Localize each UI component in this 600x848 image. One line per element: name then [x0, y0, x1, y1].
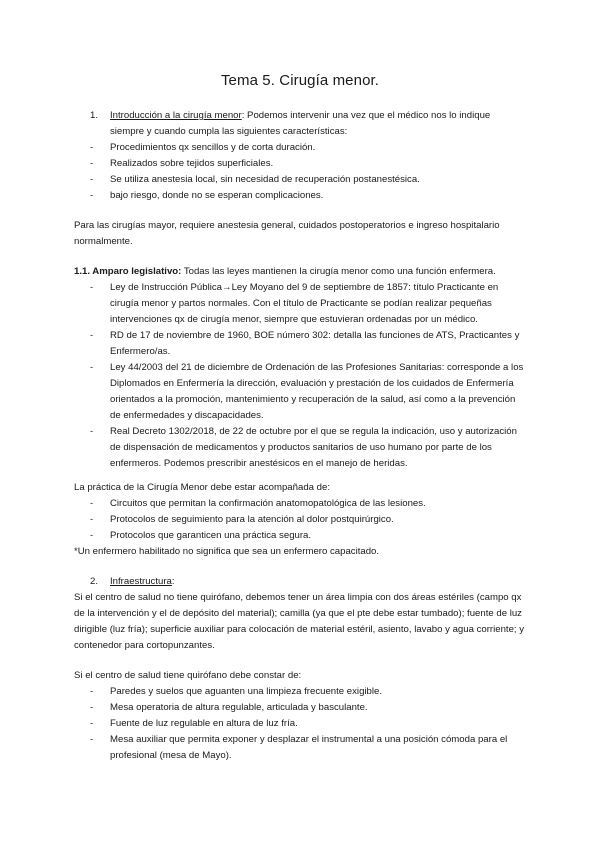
paragraph-cirugia-mayor — [74, 218, 526, 250]
list-item — [74, 360, 526, 424]
list-item — [74, 188, 526, 204]
page-title: Tema 5. Cirugía menor. — [220, 72, 380, 89]
list-item-text: Se utiliza anestesia local, sin necesidad de recuperación postanestésica. — [110, 174, 420, 185]
dash-bullet: - — [90, 142, 94, 153]
paragraph-text: Si el centro de salud no tiene quirófano, debemos tener un área limpia con dos áreas estériles (campo qx de la intervención y el de depósito del material); camilla (ya que el pte debe estar tumbado); fuente de luz dirigible (luz fría); superficie auxiliar para colocación de material estéril, asiento, lavabo y agua corriente; y contenedor para cortopunzantes. — [74, 592, 525, 651]
section-heading: Introducción a la cirugía menor — [110, 110, 242, 121]
dash-bullet: - — [90, 718, 94, 729]
dash-bullet: - — [90, 174, 94, 185]
list-number: 1. — [90, 110, 99, 121]
subsection-heading: 1.1. Amparo legislativo: — [74, 266, 182, 277]
list-item — [74, 172, 526, 188]
list-item — [74, 716, 526, 732]
dash-bullet: - — [90, 530, 94, 541]
list-item — [74, 156, 526, 172]
list-item-text: Ley 44/2003 del 21 de diciembre de Ordenación de las Profesiones Sanitarias: corresponde a los Diplomados en Enfermería la dirección, evaluación y prestación de los cuidados de Enfermería orientados a la promoción, mantenimiento y recuperación de la salud, así como a la prevención de enfermedades y discapacidades. — [110, 362, 524, 421]
list-item-text: bajo riesgo, donde no se esperan complicaciones. — [110, 190, 324, 201]
dash-bullet: - — [90, 362, 94, 373]
dash-bullet: - — [90, 702, 94, 713]
list-item — [74, 512, 526, 528]
paragraph-text: Si el centro de salud tiene quirófano debe constar de: — [74, 670, 302, 681]
list-item — [74, 732, 526, 764]
list-item-text: Realizados sobre tejidos superficiales. — [110, 158, 274, 169]
dash-bullet: - — [90, 686, 94, 697]
section-intro-text: : Podemos intervenir una vez que el médico nos lo indique siempre y cuando cumpla las siguientes características: — [110, 110, 491, 137]
list-item-text: Protocolos que garanticen una práctica segura. — [110, 530, 312, 541]
section-amparo-legislativo — [74, 264, 526, 472]
section-heading: Infraestructura — [110, 576, 172, 587]
dash-bullet: - — [90, 498, 94, 509]
list-item-text: Ley de Instrucción Pública→Ley Moyano del 9 de septiembre de 1857: título Practicante en cirugía menor y partos normales. Con el título de Practicante se podían realizar pequeñas intervenciones qx de cirugía menor, siempre que estuvieran ordenadas por un médico. — [110, 282, 499, 325]
dash-bullet: - — [90, 426, 94, 437]
dash-bullet: - — [90, 514, 94, 525]
list-item-text: Real Decreto 1302/2018, de 22 de octubre por el que se regula la indicación, uso y autorización de dispensación de medicamentos y productos sanitarios de uso humano por parte de los enfermeros. Podemos prescribir anestésicos en el manejo de heridas. — [110, 426, 517, 469]
list-item — [74, 424, 526, 472]
subsection-intro — [74, 264, 526, 280]
list-item-text: Procedimientos qx sencillos y de corta duración. — [110, 142, 316, 153]
dash-bullet: - — [90, 330, 94, 341]
dash-bullet: - — [90, 282, 94, 293]
list-item — [74, 684, 526, 700]
numbered-heading-2 — [74, 574, 526, 590]
list-item — [74, 328, 526, 360]
heading-colon: : — [171, 576, 175, 587]
section-practica — [74, 480, 526, 560]
subsection-text: Todas las leyes mantienen la cirugía menor como una función enfermera. — [181, 266, 496, 277]
list-item-text: Protocolos de seguimiento para la atención al dolor postquirúrgico. — [110, 514, 394, 525]
section-infraestructura — [74, 574, 526, 654]
list-item-text: Circuitos que permitan la confirmación anatomopatológica de las lesiones. — [110, 498, 426, 509]
list-item-text: Paredes y suelos que aguanten una limpieza frecuente exigible. — [110, 686, 383, 697]
list-item-text: Mesa auxiliar que permita exponer y desplazar el instrumental a una posición cómoda para el profesional (mesa de Mayo). — [110, 734, 508, 761]
numbered-heading-1 — [74, 108, 526, 140]
list-item — [74, 140, 526, 156]
paragraph-text: Para las cirugías mayor, requiere anestesia general, cuidados postoperatorios e ingreso hospitalario normalmente. — [74, 220, 500, 247]
list-item — [74, 496, 526, 512]
dash-bullet: - — [90, 158, 94, 169]
note-text: *Un enfermero habilitado no significa que sea un enfermero capacitado. — [74, 546, 380, 557]
list-item — [74, 528, 526, 544]
list-item-text: Mesa operatoria de altura regulable, articulada y basculante. — [110, 702, 368, 713]
list-item — [74, 700, 526, 716]
section-introduccion — [74, 108, 526, 204]
list-item — [74, 280, 526, 328]
section-quirofano — [74, 668, 526, 764]
paragraph-text: La práctica de la Cirugía Menor debe estar acompañada de: — [74, 482, 330, 493]
dash-bullet: - — [90, 190, 94, 201]
dash-bullet: - — [90, 734, 94, 745]
list-number: 2. — [90, 576, 99, 587]
list-item-text: RD de 17 de noviembre de 1960, BOE número 302: detalla las funciones de ATS, Practicantes y Enfermero/as. — [110, 330, 520, 357]
list-item-text: Fuente de luz regulable en altura de luz fría. — [110, 718, 298, 729]
